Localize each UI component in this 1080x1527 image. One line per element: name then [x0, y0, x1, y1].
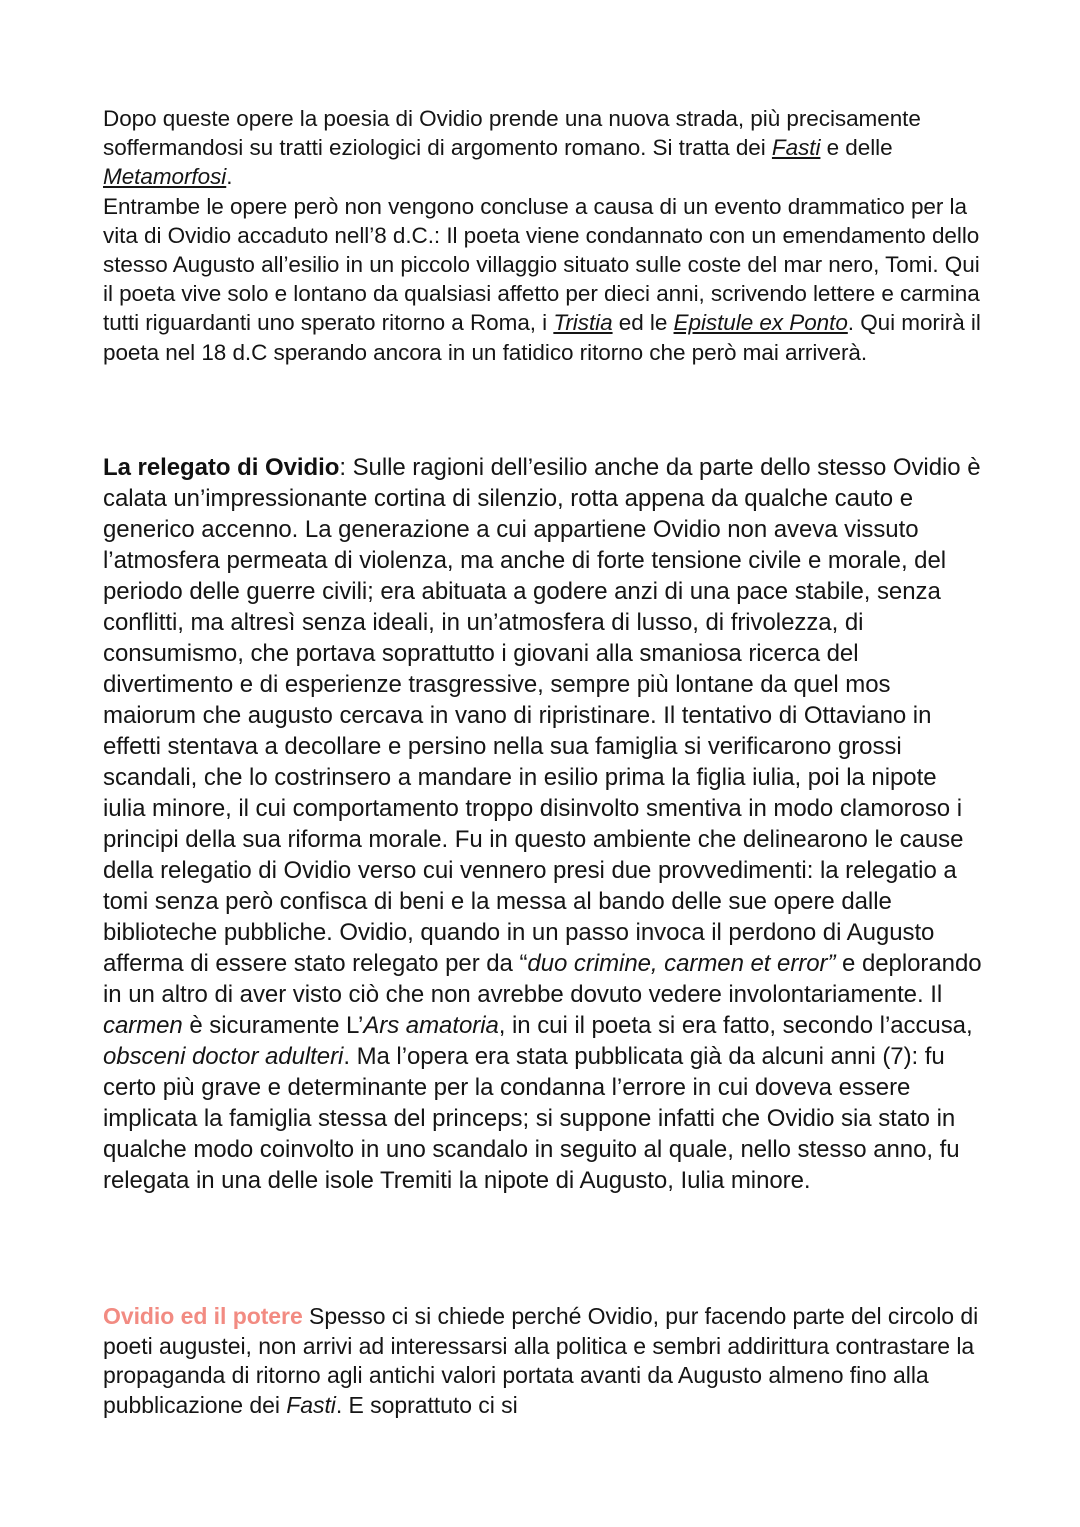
title-fasti-2: Fasti: [286, 1391, 336, 1418]
text-run: . Qui morirà il poeta nel 18 d.C sperando ancora in un fatidico ritorno che però mai arriverà.: [103, 310, 981, 365]
text-run: .: [226, 164, 233, 190]
text-run: Dopo queste opere la poesia di Ovidio prende una nuova strada, più precisamente soffermandosi su tratti eziologici di argomento romano. Si tratta dei: [103, 106, 921, 161]
section-heading-potere: Ovidio ed il potere: [103, 1303, 303, 1329]
paragraph-potere: [103, 1302, 983, 1420]
text-run: . Ma l’opera era stata pubblicata già da alcuni anni (7): fu certo più grave e determinante per la condanna l’errore in cui doveva essere implicata la famiglia stessa del princeps; si suppone infatti che Ovidio sia stato in qualche modo coinvolto in uno scandalo in seguito al quale, nello stesso anno, fu relegata in una delle isole Tremiti la nipote di Augusto, Iulia minore.: [103, 1043, 960, 1194]
text-run: Spesso ci si chiede perché Ovidio, pur facendo parte del circolo di poeti augustei, non arrivi ad interessarsi alla politica e sembri addirittura contrastare la propaganda di ritorno agli antichi valori portata avanti da Augusto almeno fino alla pubblicazione dei: [103, 1303, 979, 1418]
text-run: e deplorando in un altro di aver visto ciò che non avrebbe dovuto vedere involontariamente. Il: [103, 950, 982, 1008]
title-fasti: Fasti: [771, 135, 821, 161]
text-run: e delle: [820, 135, 893, 161]
text-run: : Sulle ragioni dell’esilio anche da parte dello stesso Ovidio è calata un’impressionante cortina di silenzio, rotta appena da qualche cauto e generico accenno. La generazione a cui appartiene Ovidio non aveva vissuto l’atmosfera permeata di violenza, ma anche di forte tensione civile e morale, del periodo delle guerre civili; era abituata a godere anzi di una pace stabile, senza conflitti, ma altresì senza ideali, in un’atmosfera di lusso, di frivolezza, di consumismo, che portava soprattutto i giovani alla smaniosa ricerca del divertimento e di esperienze trasgressive, sempre più lontane da quel mos maiorum che augusto cercava in vano di ripristinare. Il tentativo di Ottaviano in effetti stentava a decollare e persino nella sua famiglia si verificarono grossi scandali, che lo costrinsero a mandare in esilio prima la figlia iulia, poi la nipote iulia minore, il cui comportamento troppo disinvolto smentiva in modo clamoroso i principi della sua riforma morale. Fu in questo ambiente che delinearono le cause della relegatio di Ovidio verso cui vennero presi due provvedimenti: la relegatio a tomi senza però confisca di beni e la messa al bando delle sue opere dalle biblioteche pubbliche. Ovidio, quando in un passo invoca il perdono di Augusto afferma di essere stato relegato per da “: [103, 454, 981, 977]
section-heading-relegatio: La relegato di Ovidio: [103, 454, 340, 481]
term-carmen: carmen: [103, 1012, 183, 1039]
text-run: Entrambe le opere però non vengono concluse a causa di un evento drammatico per la vita di Ovidio accaduto nell’8 d.C.: Il poeta viene condannato con un emendamento dello stesso Augusto all’esilio in un piccolo villaggio situato sulle coste del mar nero, Tomi. Qui il poeta vive solo e lontano da qualsiasi affetto per dieci anni, scrivendo lettere e carmina tutti riguardanti uno sperato ritorno a Roma, i: [103, 193, 980, 336]
title-ars-amatoria: Ars amatoria: [363, 1012, 499, 1039]
text-run: ed le: [612, 310, 674, 336]
paragraph-relegatio: [103, 452, 983, 1196]
title-epistule: Epistule ex Ponto: [673, 310, 848, 336]
text-run: , in cui il poeta si era fatto, secondo l’accusa,: [498, 1012, 973, 1039]
title-metamorfosi: Metamorfosi: [103, 164, 227, 190]
text-run: . E soprattuto ci si: [335, 1391, 518, 1418]
paragraph-exile-intro: [103, 104, 983, 367]
term-obsceni-doctor: obsceni doctor adulteri: [103, 1043, 344, 1070]
quote-duo-crimina: duo crimine, carmen et error”: [527, 950, 836, 977]
text-run: è sicuramente L’: [182, 1012, 364, 1039]
title-tristia: Tristia: [553, 310, 613, 336]
